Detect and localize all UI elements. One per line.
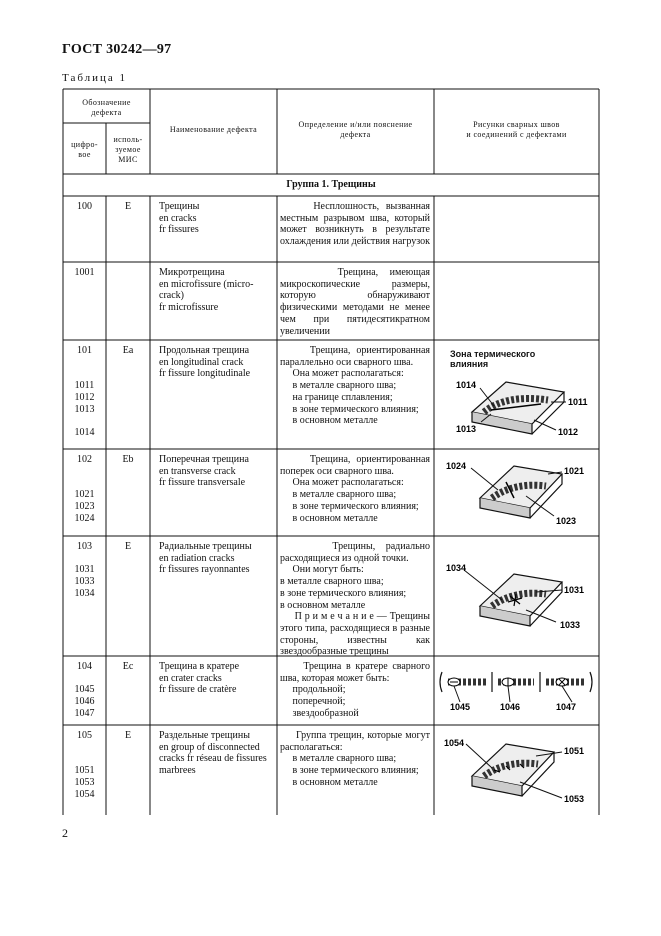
row-definition: Трещины, радиально расходящиеся из одной точки. Они могут быть: в металле сварного шва; в зоне термического влияния; в основном металле П р и м е ч а н и е — Трещины этого типа, расходящиеся в разные стороны, известны как звездообразные трещины (280, 541, 430, 658)
row-definition: Трещина в кратере сварного шва, которая может быть: продольной; поперечной; звездообразной (280, 661, 431, 719)
fig105-label-1054: 1054 (444, 738, 465, 748)
page-number: 2 (62, 826, 68, 840)
fig104-label-1045: 1045 (450, 702, 471, 712)
row-mis: Eb (122, 454, 134, 465)
row-name: Продольная трещина en longitudinal crack fr fissure longitudinale (159, 345, 251, 380)
fig103-label-1031: 1031 (564, 585, 585, 595)
row-name: Поперечная трещина en transverse crack fr fissure transversale (159, 454, 249, 489)
row-code: 101 1011 1012 1013 1014 (74, 345, 95, 438)
row-mis: Ec (122, 661, 134, 672)
row-mis: E (124, 541, 132, 552)
row-mis: E (124, 730, 132, 741)
weld-figure-radial (436, 556, 598, 636)
fig103-label-1034: 1034 (446, 563, 467, 573)
row-name: Раздельные трещины en group of disconnected cracks fr réseau de fissures marbrees (159, 730, 267, 777)
fig101-label-1011: 1011 (568, 397, 588, 407)
fig104-label-1047: 1047 (556, 702, 577, 712)
fig105-label-1051: 1051 (564, 746, 585, 756)
row-definition: Группа трещин, которые могут располагаться: в металле сварного шва; в зоне термического влияния; в основном металле (280, 730, 431, 788)
weld-figure-crater (436, 664, 598, 714)
row-mis: Ea (122, 345, 134, 356)
fig104-label-1046: 1046 (500, 702, 521, 712)
row-definition: Несплошность, вызванная местным разрывом шва, который может возникнуть в результате охлаждения или действия нагрузок (280, 201, 433, 248)
row-code: 100 (77, 201, 92, 212)
row-name: Трещина в кратере en crater cracks fr fissure de cratère (159, 661, 240, 696)
header-designation: Обозначение дефекта (82, 98, 131, 117)
row-name: Трещины en cracks fr fissures (159, 201, 200, 236)
row-definition: Трещина, ориентированная поперек оси сварного шва. Она может располагаться: в металле сварного шва; в зоне термического влияния; в основном металле (280, 454, 431, 524)
header-used-mis: исполь- зуемое МИС (113, 135, 143, 164)
row-name: Радиальные трещины en radiation cracks fr fissures rayonnantes (159, 541, 252, 576)
fig101-label-1012: 1012 (558, 427, 579, 437)
header-numeric: цифро- вое (71, 140, 98, 159)
fig102-label-1023: 1023 (556, 516, 577, 526)
fig101-label-1014: 1014 (456, 380, 477, 390)
fig102-label-1021: 1021 (564, 466, 585, 476)
row-mis: E (124, 201, 132, 212)
row-code: 1001 (74, 267, 95, 278)
document-title: ГОСТ 30242—97 (62, 42, 172, 57)
row-code: 103 1031 1033 1034 (74, 541, 95, 599)
fig105-label-1053: 1053 (564, 794, 585, 804)
header-figures: Рисунки сварных швов и соединений с дефектами (466, 120, 567, 139)
row-code: 104 1045 1046 1047 (74, 661, 95, 719)
zone-label: Зона термического влияния (450, 349, 580, 369)
table-label: Таблица 1 (62, 72, 128, 84)
row-name: Микротрещина en microfissure (micro- crack) fr microfissure (159, 267, 254, 314)
header-name: Наименование дефекта (169, 125, 258, 134)
header-definition: Определение и/или пояснение дефекта (298, 120, 413, 139)
row-definition: Трещина, ориентированная параллельно оси сварного шва. Она может располагаться: в металле сварного шва; на границе сплавления; в зоне термического влияния; в основном металле (280, 345, 431, 427)
row-code: 102 1021 1023 1024 (74, 454, 95, 524)
weld-figure-disconnected (436, 732, 598, 812)
row-definition: Трещина, имеющая микроскопические размеры, которую обнаруживают физическими методами не менее чем при пятидесятикратном увеличении (280, 267, 433, 337)
fig102-label-1024: 1024 (446, 461, 467, 471)
group-title: Группа 1. Трещины (286, 179, 376, 190)
weld-figure-transverse (436, 452, 598, 534)
row-code: 105 1051 1053 1054 (74, 730, 95, 800)
fig101-label-1013: 1013 (456, 424, 477, 434)
fig103-label-1033: 1033 (560, 620, 581, 630)
